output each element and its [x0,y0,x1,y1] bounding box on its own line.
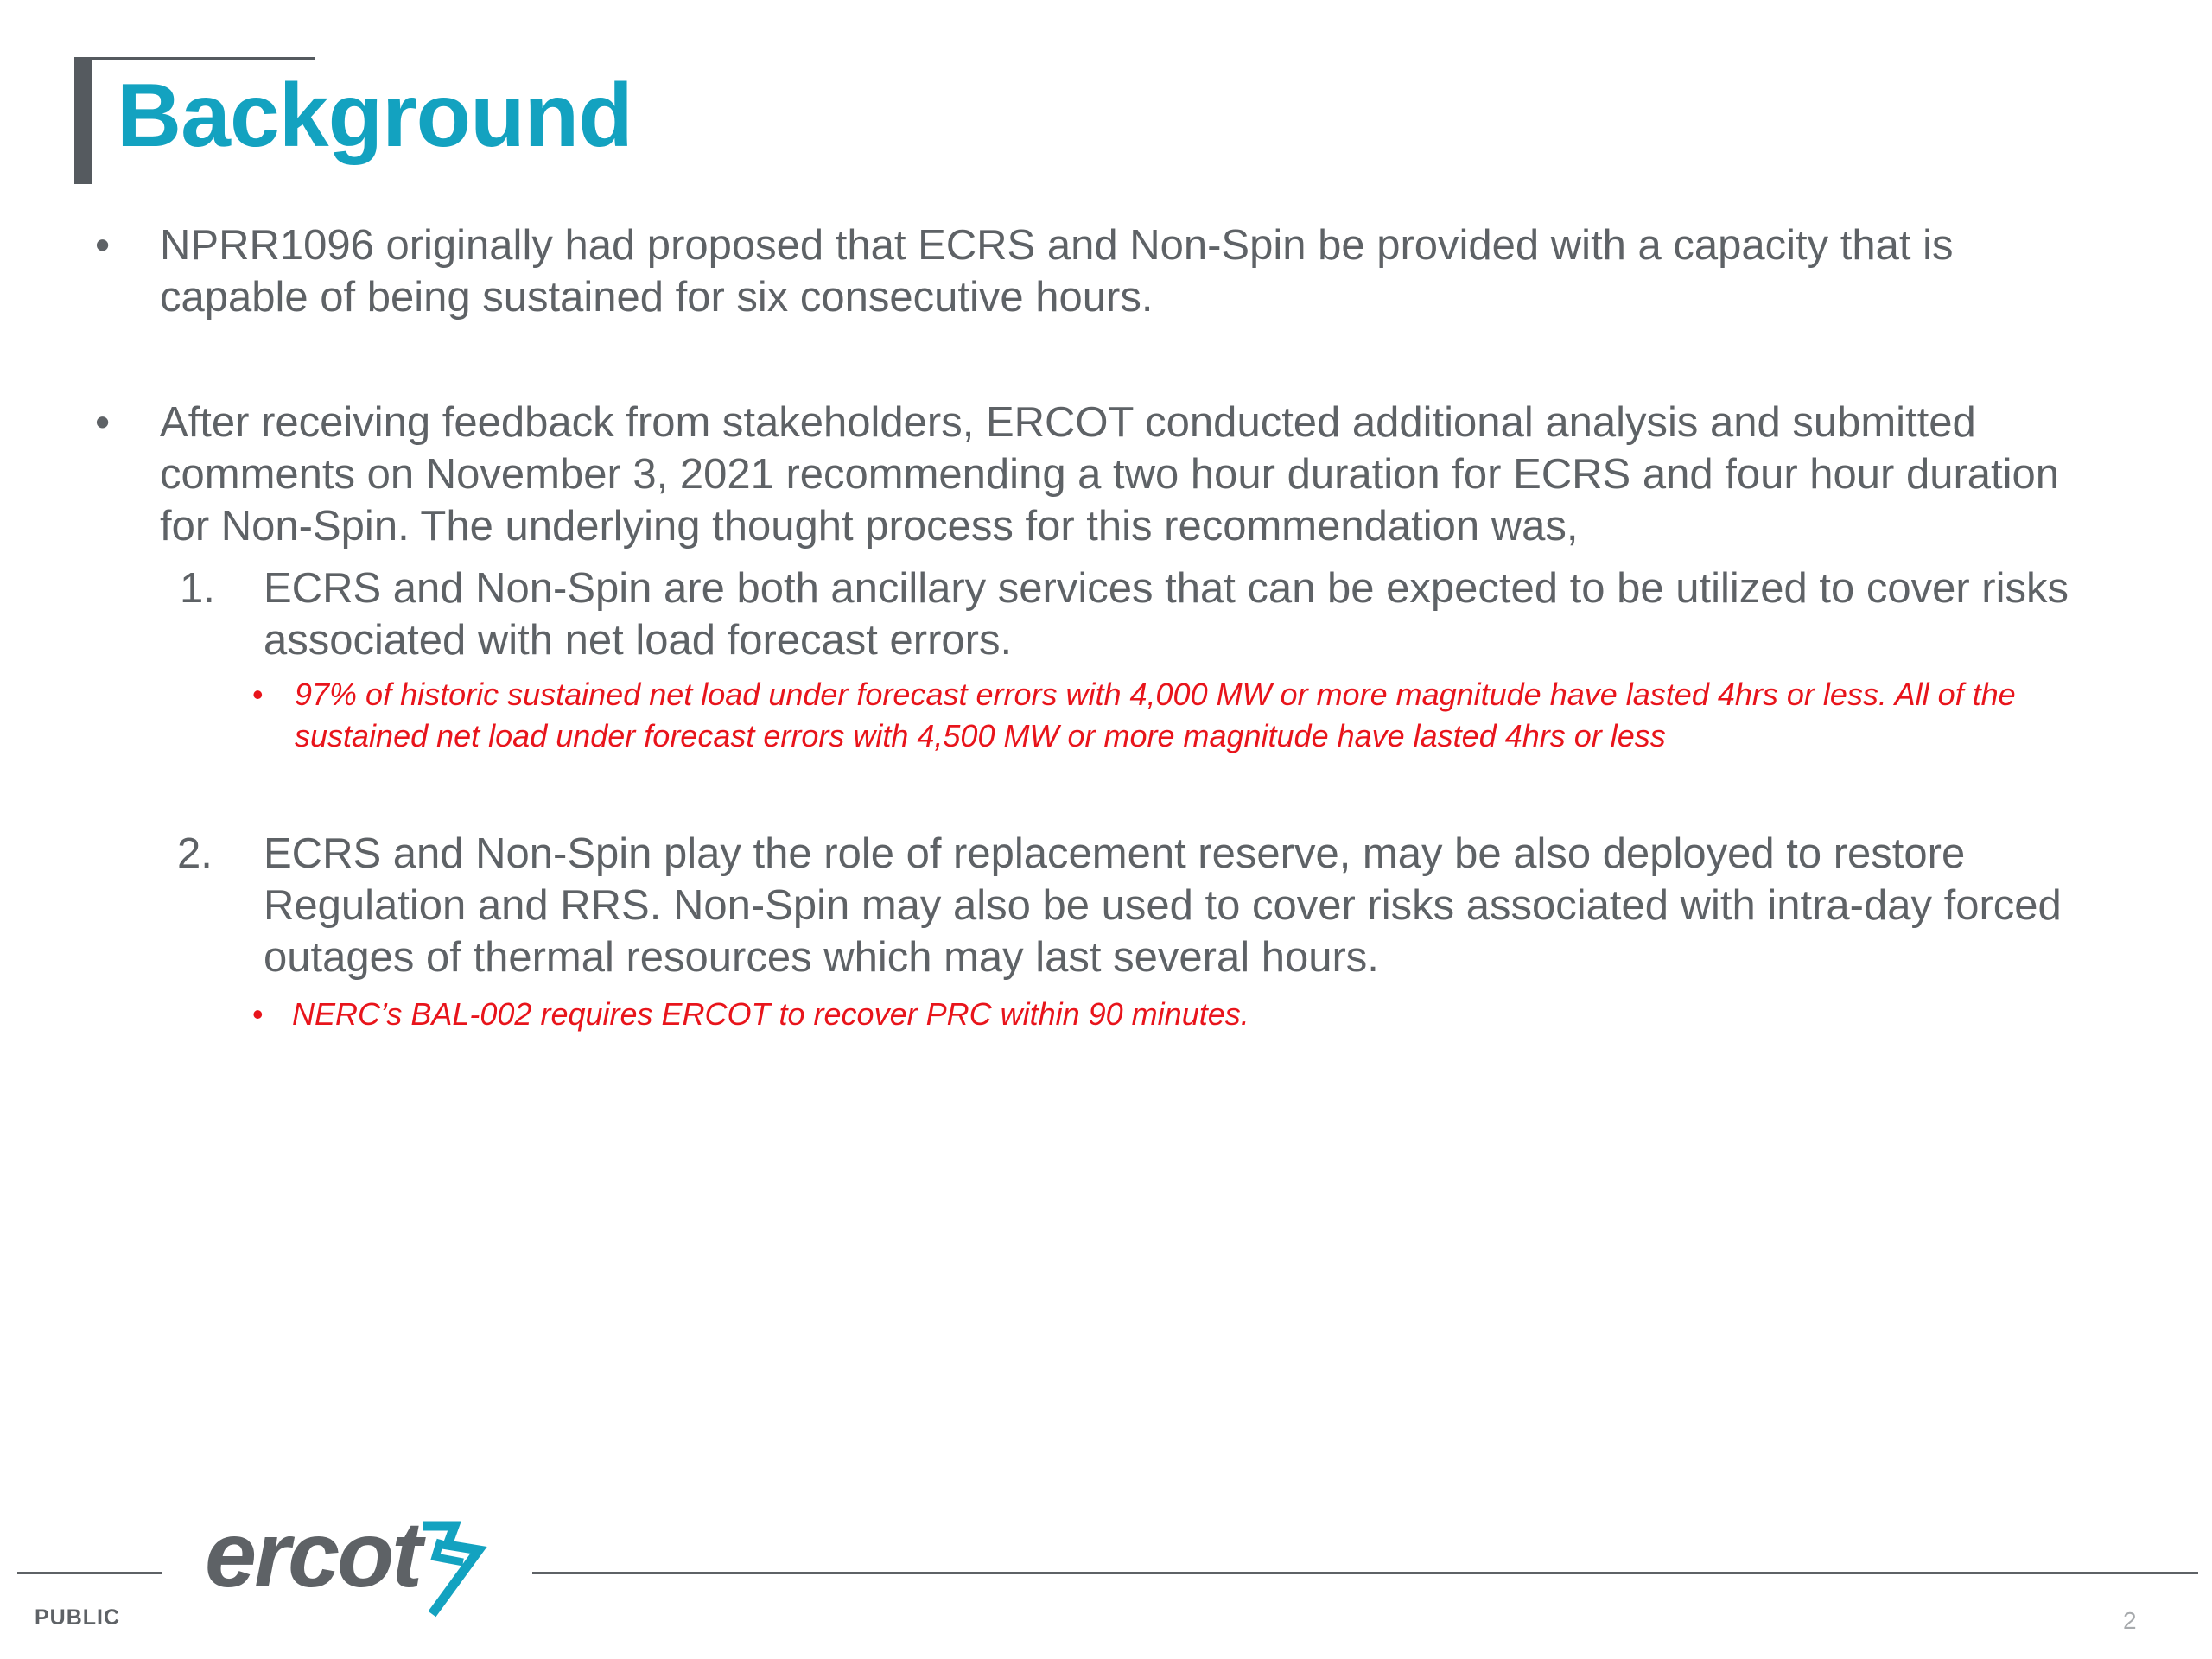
bullet-text: NPRR1096 originally had proposed that ECRS and Non-Spin be provided with a capacity that is capable of being sustained for six consecutive hours. [160,222,1954,321]
bullet-text: After receiving feedback from stakeholders, ERCOT conducted additional analysis and submitted comments on November 3, 2021 recommending a two hour duration for ECRS and four hour duration for Non-Spin. The underlying thought process for this recommendation was, [160,399,2060,550]
ercot-logo-wordmark: ercot [205,1502,421,1606]
footer-rule-left [17,1572,162,1574]
page-number: 2 [2123,1607,2137,1634]
note-marker: • [252,677,264,712]
note-text: NERC’s BAL-002 requires ERCOT to recover PRC within 90 minutes. [292,996,1249,1032]
numbered-text: ECRS and Non-Spin play the role of replacement reserve, may be also deployed to restore Regulation and RRS. Non-Spin may also be used to cover risks associated with intra-day forced outages of thermal resources which may last several hours. [264,830,2062,981]
note-marker: • [252,996,264,1032]
numbered-marker: 1. [180,565,215,612]
title-bracket-line [74,57,315,60]
footer-rule-right [532,1572,2198,1574]
classification-label: PUBLIC [35,1605,121,1630]
bullet-marker: • [95,222,111,269]
ercot-bolt-icon [406,1519,493,1623]
title-bracket-bar [74,57,92,184]
note-text: 97% of historic sustained net load under forecast errors with 4,000 MW or more magnitude have lasted 4hrs or less. All of the sustained net load under forecast errors with 4,500 MW or more magnitude have lasted 4hrs or less [295,677,2016,753]
slide-title: Background [117,66,632,166]
bullet-marker: • [95,399,111,446]
numbered-text: ECRS and Non-Spin are both ancillary services that can be expected to be utilized to cover risks associated with net load forecast errors. [264,565,2069,664]
numbered-marker: 2. [177,830,213,877]
